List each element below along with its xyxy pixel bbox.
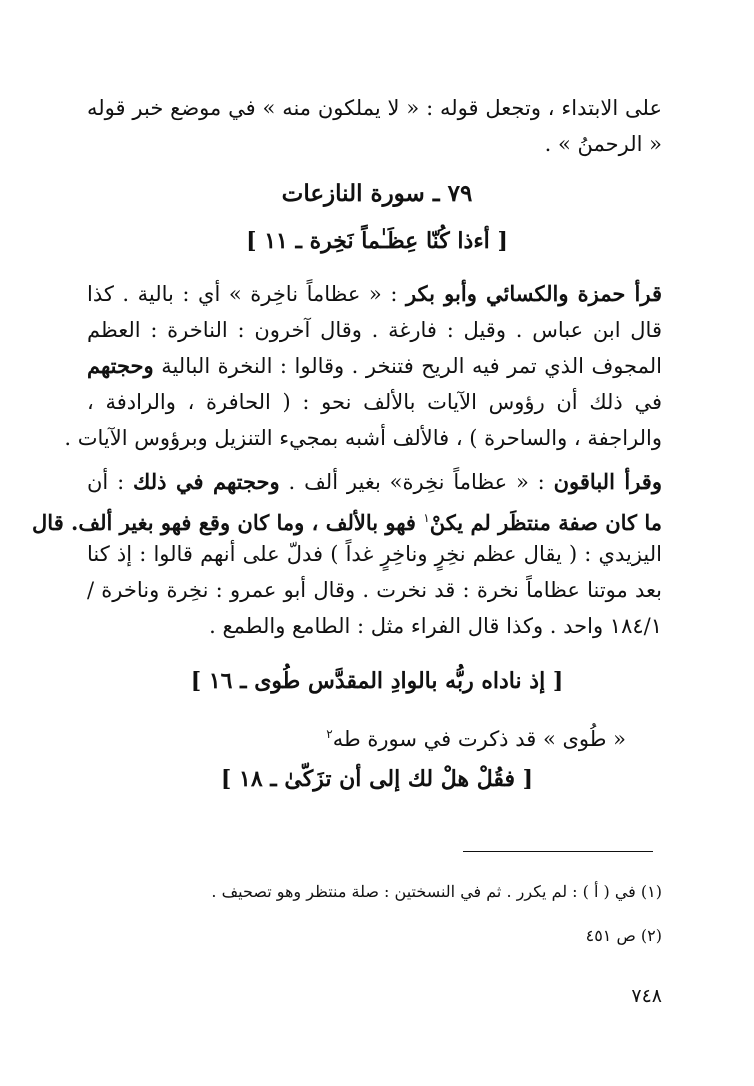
para2-argument-label: وحجتهم في ذلك [133, 469, 280, 494]
surah-heading: ٧٩ ـ سورة النازعات [281, 180, 473, 207]
para2-line-5: ١٨٤/١ واحد . وكذا قال الفراء مثل : الطامع والطمع . [209, 614, 662, 638]
verse-11-heading: [ أءذا كُنّا عِظَـٰماً نَخِرة ـ ١١ ] [246, 228, 508, 254]
footnote-ref-1: ١ [423, 511, 430, 525]
footnote-2: (٢) ص ٤٥١ [585, 926, 662, 945]
para2-readers: وقرأ الباقون [553, 469, 662, 494]
footnote-1: (١) في ( أ ) : لم يكرر . ثم في النسختين : صلة منتظر وهو تصحيف . [211, 882, 662, 901]
verse-16-heading: [ إذ ناداه ربُّه بالوادِ المقدَّس طُوى ـ ١٦ ] [190, 668, 564, 694]
para2-line-4: بعد موتنا عظاماً نخرة : قد نخرت . وقال أبو عمرو : نخِرة وناخرة / [87, 578, 662, 602]
para1-line-4: في ذلك أن رؤوس الآيات بالألف نحو : ( الحافرة ، والرادفة ، [87, 390, 662, 414]
continuation-line-1: على الابتداء ، وتجعل قوله : « لا يملكون منه » في موضع خبر قوله [87, 96, 662, 120]
para1-line-5: والراجفة ، والساحرة ) ، فالألف أشبه بمجيء التنزيل وبرؤوس الآيات . [64, 426, 662, 450]
para2-line-3: اليزيدي : ( يقال عظم نخِرٍ وناخِرٍ غداً ) فدلّ على أنهم قالوا : إذ كنا [87, 542, 662, 566]
para1-argument-label: وحجتهم [87, 353, 154, 378]
para1-line-1 [87, 278, 662, 310]
continuation-line-2: « الرحمنُ » . [544, 132, 662, 156]
para1-line-3-text: المجوف الذي تمر فيه الريح فتنخر . وقالوا : النخرة البالية [161, 354, 662, 378]
para1-line-2: قال ابن عباس . وقيل : فارغة . وقال آخرون : الناخرة : العظم [87, 318, 662, 342]
verse-18-heading: [ فقُلْ هلْ لك إلى أن تزَكّىٰ ـ ١٨ ] [220, 766, 534, 792]
para2-line-1-mid: : « عظاماً نخِرة» بغير ألف . [279, 470, 554, 494]
tuwa-note-text: « طُوى » قد ذكرت في سورة طه [332, 727, 626, 751]
para2-line-2-rest: فهو بالألف ، وما كان وقع فهو بغير ألف. قال [32, 510, 424, 535]
footnote-separator [463, 851, 653, 852]
para1-readers: قرأ حمزة والكسائي وأبو بكر [405, 281, 662, 306]
footnote-ref-2: ٢ [326, 727, 333, 741]
para2-line-2-bold: ما كان صفة منتظَر لم يكنْ [429, 510, 662, 535]
para2-line-2 [32, 502, 662, 539]
para1-line-1-text: : « عظاماً ناخِرة » أي : بالية . كذا [87, 282, 406, 306]
para2-line-1 [87, 466, 662, 498]
para1-line-3 [87, 350, 662, 382]
page-number: ٧٤٨ [631, 985, 662, 1007]
para2-line-1-end: : أن [87, 470, 134, 494]
tuwa-note [326, 718, 626, 755]
